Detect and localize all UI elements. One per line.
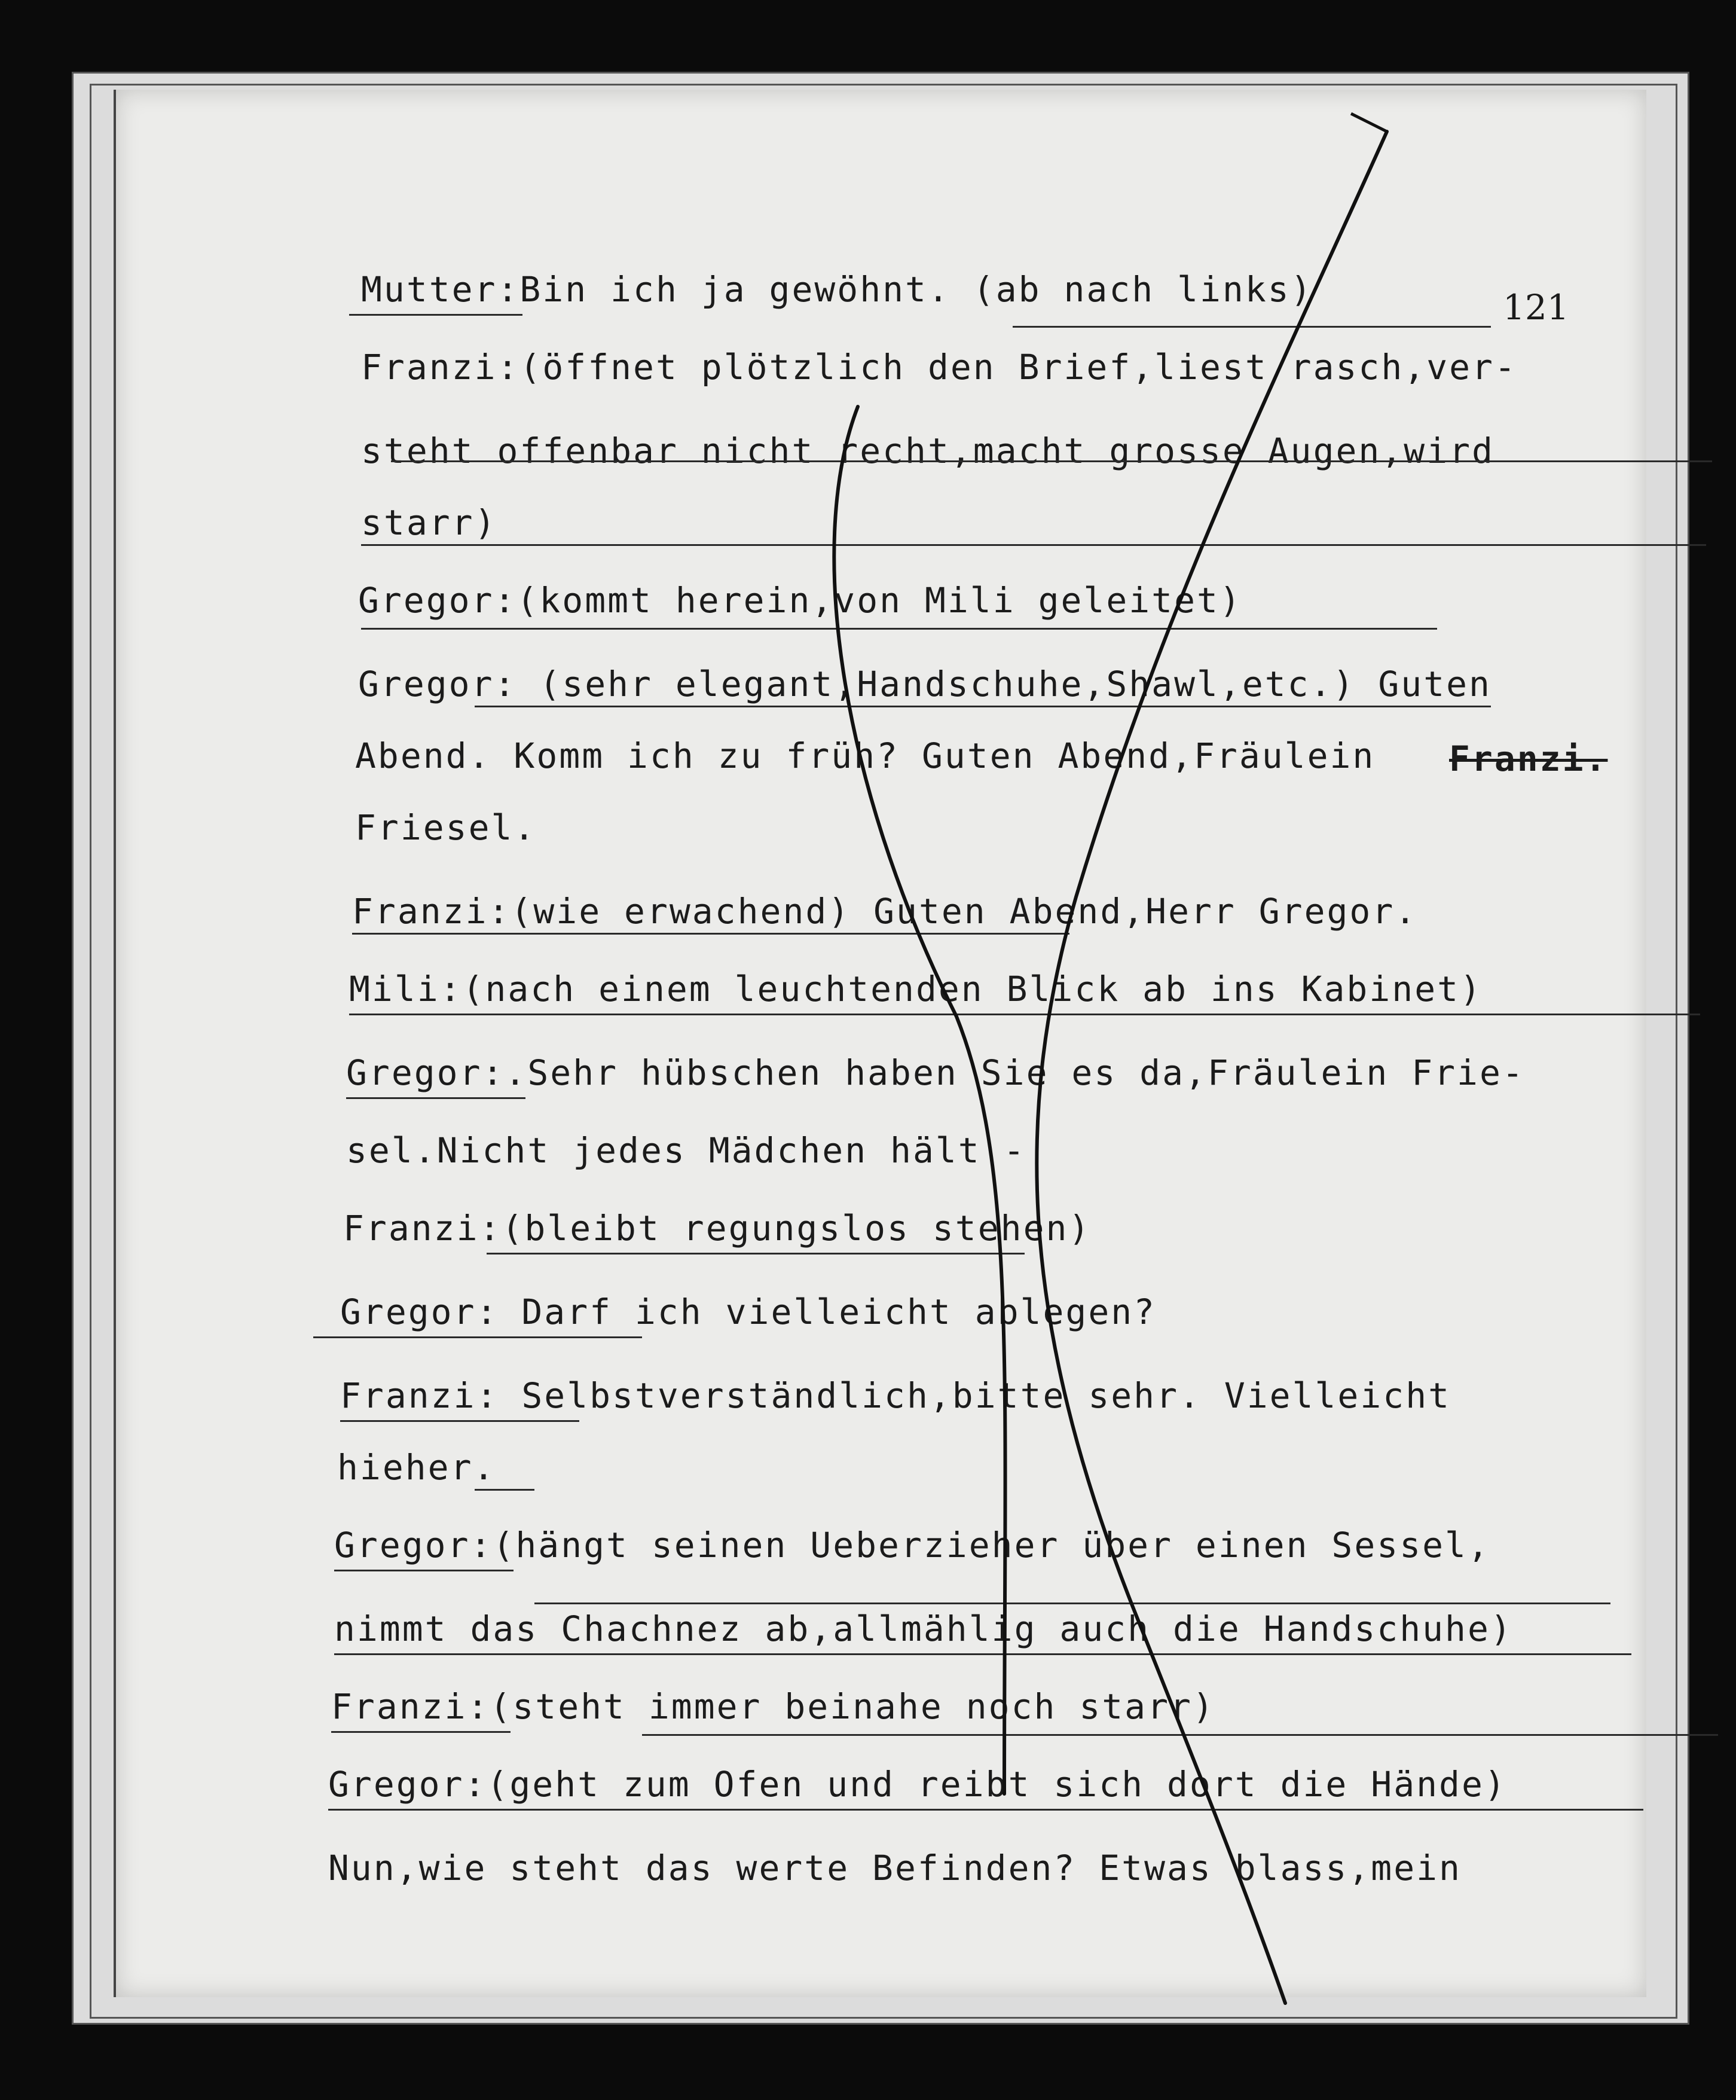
underline <box>361 628 1437 630</box>
underline <box>487 1253 1025 1254</box>
underline <box>352 933 1069 935</box>
text-line: Gregor: (sehr elegant,Handschuhe,Shawl,etc.) Guten <box>358 664 1492 704</box>
text-line: Mili:(nach einem leuchtenden Blick ab ins Kabinet) <box>349 969 1483 1009</box>
underline <box>642 1734 1718 1736</box>
underline <box>349 314 522 316</box>
underline <box>334 1570 514 1571</box>
struck-word: Franzi. <box>1449 738 1608 779</box>
underline <box>313 1336 642 1338</box>
text-line: Gregor:.Sehr hübschen haben Sie es da,Fräulein Frie- <box>346 1052 1525 1093</box>
text-line: Gregor:(hängt seinen Ueberzieher über einen Sessel, <box>334 1525 1490 1565</box>
text-line: steht offenbar nicht recht,macht grosse Augen,wird <box>361 431 1494 471</box>
text-line: nimmt das Chachnez ab,allmählig auch die Handschuhe) <box>334 1608 1513 1649</box>
text-line: Franzi:(wie erwachend) Guten Abend,Herr Gregor. <box>352 891 1418 932</box>
underline <box>361 544 1706 546</box>
text-line: Franzi:(öffnet plötzlich den Brief,liest rasch,ver- <box>361 347 1517 387</box>
text-line: Franzi:(bleibt regungslos stehen) <box>343 1208 1092 1249</box>
underline <box>1013 326 1491 328</box>
underline <box>391 460 1712 462</box>
underline <box>334 1653 1631 1655</box>
underline <box>331 1731 511 1733</box>
text-line: hieher. <box>337 1447 496 1488</box>
underline <box>475 1489 534 1491</box>
text-line: Friesel. <box>355 807 537 848</box>
text-line: Abend. Komm ich zu früh? Guten Abend,Fräulein <box>355 735 1376 776</box>
text-line: Nun,wie steht das werte Befinden? Etwas blass,mein <box>328 1848 1462 1888</box>
text-line: Mutter:Bin ich ja gewöhnt. (ab nach links) <box>361 269 1313 310</box>
text-line: starr) <box>361 502 497 543</box>
typed-page <box>114 90 1646 1997</box>
text-line: Gregor: Darf ich vielleicht ablegen? <box>340 1292 1157 1332</box>
text-line: Gregor:(kommt herein,von Mili geleitet) <box>358 580 1242 621</box>
text-line: Franzi: Selbstverständlich,bitte sehr. Vielleicht <box>340 1375 1451 1416</box>
text-line: Franzi:(steht immer beinahe noch starr) <box>331 1686 1215 1727</box>
underline <box>534 1603 1610 1604</box>
underline <box>349 1014 1700 1015</box>
underline <box>475 706 1491 707</box>
underline <box>346 1097 525 1099</box>
text-line: sel.Nicht jedes Mädchen hält - <box>346 1130 1026 1171</box>
underline <box>328 1809 1643 1811</box>
text-line: Gregor:(geht zum Ofen und reibt sich dort die Hände) <box>328 1764 1507 1805</box>
underline <box>340 1420 579 1422</box>
page-number: 121 <box>1503 287 1569 328</box>
